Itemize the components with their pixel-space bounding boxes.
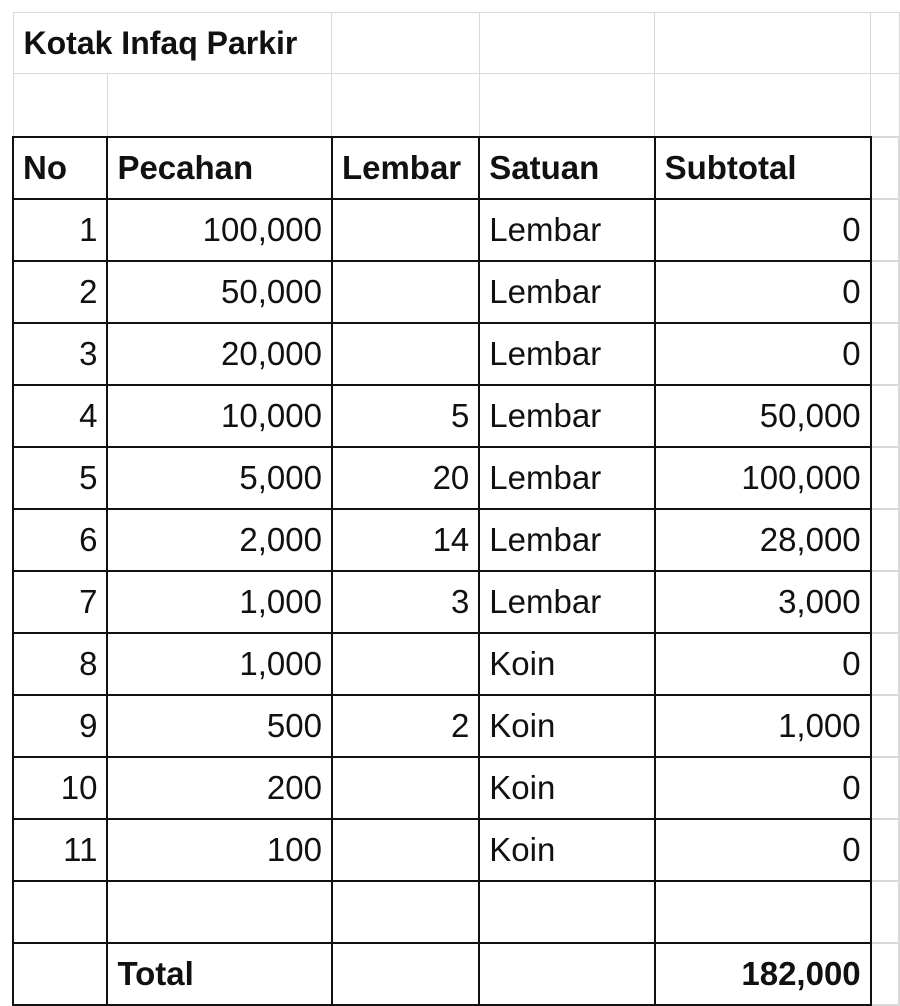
cell-satuan[interactable]: Lembar (479, 571, 654, 633)
cell-satuan[interactable]: Lembar (479, 385, 654, 447)
total-row (13, 943, 899, 1005)
table-row (13, 571, 899, 633)
table-row (13, 199, 899, 261)
empty-cell[interactable] (479, 881, 654, 943)
empty-cell[interactable] (655, 13, 871, 74)
empty-cell[interactable] (332, 13, 479, 74)
empty-cell[interactable] (107, 74, 332, 138)
cell-pecahan[interactable]: 100,000 (107, 199, 332, 261)
empty-cell[interactable] (107, 881, 332, 943)
empty-cell[interactable] (871, 137, 899, 199)
cell-subtotal[interactable]: 0 (655, 199, 871, 261)
empty-cell[interactable] (332, 881, 479, 943)
cell-pecahan[interactable]: 10,000 (107, 385, 332, 447)
table-row (13, 509, 899, 571)
empty-cell[interactable] (655, 881, 871, 943)
empty-cell[interactable] (479, 74, 654, 138)
cell-subtotal[interactable]: 0 (655, 819, 871, 881)
empty-cell[interactable] (871, 509, 899, 571)
sheet-title[interactable]: Kotak Infaq Parkir (13, 13, 332, 74)
total-value[interactable]: 182,000 (655, 943, 871, 1005)
cell-lembar[interactable] (332, 323, 479, 385)
table-row (13, 633, 899, 695)
empty-cell[interactable] (13, 74, 107, 138)
cell-satuan[interactable]: Koin (479, 819, 654, 881)
table-row (13, 757, 899, 819)
cell-satuan[interactable]: Lembar (479, 447, 654, 509)
cell-pecahan[interactable]: 5,000 (107, 447, 332, 509)
cell-lembar[interactable] (332, 757, 479, 819)
cell-lembar[interactable] (332, 633, 479, 695)
cell-pecahan[interactable]: 500 (107, 695, 332, 757)
cell-pecahan[interactable]: 200 (107, 757, 332, 819)
cell-no[interactable]: 3 (13, 323, 107, 385)
cell-subtotal[interactable]: 100,000 (655, 447, 871, 509)
header-row (13, 137, 899, 199)
cell-no[interactable]: 4 (13, 385, 107, 447)
cell-no[interactable]: 10 (13, 757, 107, 819)
header-no[interactable]: No (13, 137, 107, 199)
blank-row (13, 881, 899, 943)
cell-no[interactable]: 7 (13, 571, 107, 633)
cell-satuan[interactable]: Koin (479, 633, 654, 695)
table-row (13, 447, 899, 509)
empty-cell[interactable] (871, 261, 899, 323)
spreadsheet-table (12, 12, 900, 1006)
cell-lembar[interactable]: 14 (332, 509, 479, 571)
cell-pecahan[interactable]: 1,000 (107, 633, 332, 695)
cell-pecahan[interactable]: 100 (107, 819, 332, 881)
cell-subtotal[interactable]: 1,000 (655, 695, 871, 757)
cell-no[interactable]: 6 (13, 509, 107, 571)
cell-lembar[interactable] (332, 819, 479, 881)
empty-cell[interactable] (332, 943, 479, 1005)
cell-subtotal[interactable]: 0 (655, 261, 871, 323)
cell-pecahan[interactable]: 50,000 (107, 261, 332, 323)
spacer-row (13, 74, 899, 138)
empty-cell[interactable] (13, 943, 107, 1005)
empty-cell[interactable] (871, 571, 899, 633)
table-row (13, 695, 899, 757)
cell-satuan[interactable]: Lembar (479, 323, 654, 385)
cell-no[interactable]: 1 (13, 199, 107, 261)
total-label[interactable]: Total (107, 943, 332, 1005)
empty-cell[interactable] (655, 74, 871, 138)
cell-no[interactable]: 9 (13, 695, 107, 757)
empty-cell[interactable] (479, 13, 654, 74)
cell-subtotal[interactable]: 50,000 (655, 385, 871, 447)
empty-cell[interactable] (871, 757, 899, 819)
cell-no[interactable]: 5 (13, 447, 107, 509)
cell-lembar[interactable] (332, 199, 479, 261)
cell-subtotal[interactable]: 28,000 (655, 509, 871, 571)
empty-cell[interactable] (479, 943, 654, 1005)
empty-cell[interactable] (871, 13, 899, 74)
cell-satuan[interactable]: Koin (479, 695, 654, 757)
header-satuan[interactable]: Satuan (479, 137, 654, 199)
cell-pecahan[interactable]: 2,000 (107, 509, 332, 571)
table-row (13, 819, 899, 881)
empty-cell[interactable] (871, 447, 899, 509)
table-row (13, 385, 899, 447)
cell-subtotal[interactable]: 0 (655, 757, 871, 819)
cell-lembar[interactable]: 3 (332, 571, 479, 633)
cell-satuan[interactable]: Lembar (479, 509, 654, 571)
cell-satuan[interactable]: Lembar (479, 261, 654, 323)
header-lembar[interactable]: Lembar (332, 137, 479, 199)
empty-cell[interactable] (871, 633, 899, 695)
header-subtotal[interactable]: Subtotal (655, 137, 871, 199)
cell-lembar[interactable]: 2 (332, 695, 479, 757)
empty-cell[interactable] (871, 881, 899, 943)
cell-no[interactable]: 8 (13, 633, 107, 695)
empty-cell[interactable] (871, 199, 899, 261)
table-row (13, 261, 899, 323)
cell-lembar[interactable] (332, 261, 479, 323)
empty-cell[interactable] (871, 695, 899, 757)
cell-lembar[interactable]: 5 (332, 385, 479, 447)
cell-pecahan[interactable]: 1,000 (107, 571, 332, 633)
cell-subtotal[interactable]: 0 (655, 323, 871, 385)
cell-pecahan[interactable]: 20,000 (107, 323, 332, 385)
table-row (13, 323, 899, 385)
cell-subtotal[interactable]: 0 (655, 633, 871, 695)
empty-cell[interactable] (871, 74, 899, 138)
empty-cell[interactable] (871, 323, 899, 385)
cell-subtotal[interactable]: 3,000 (655, 571, 871, 633)
cell-satuan[interactable]: Lembar (479, 199, 654, 261)
empty-cell[interactable] (332, 74, 479, 138)
cell-no[interactable]: 11 (13, 819, 107, 881)
empty-cell[interactable] (871, 385, 899, 447)
cell-lembar[interactable]: 20 (332, 447, 479, 509)
cell-satuan[interactable]: Koin (479, 757, 654, 819)
empty-cell[interactable] (871, 819, 899, 881)
header-pecahan[interactable]: Pecahan (107, 137, 332, 199)
title-row (13, 13, 899, 74)
cell-no[interactable]: 2 (13, 261, 107, 323)
empty-cell[interactable] (871, 943, 899, 1005)
empty-cell[interactable] (13, 881, 107, 943)
